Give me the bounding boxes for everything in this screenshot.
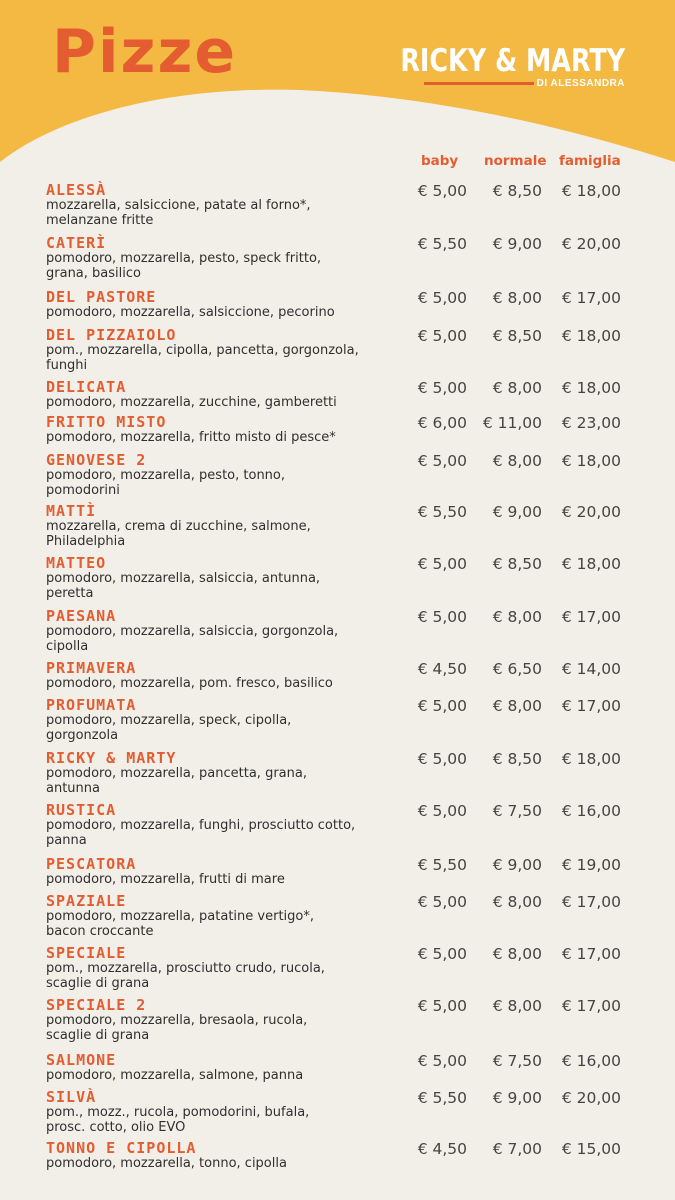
pizza-ingredients: pomodoro, mozzarella, pom. fresco, basilico xyxy=(46,676,333,691)
price-famiglia: € 19,00 xyxy=(561,856,621,874)
price-baby: € 5,00 xyxy=(417,452,467,470)
column-header-baby: baby xyxy=(421,153,459,169)
price-famiglia: € 20,00 xyxy=(561,503,621,521)
pizza-ingredients: pom., mozz., rucola, pomodorini, bufala, prosc. cotto, olio EVO xyxy=(46,1105,310,1135)
price-famiglia: € 16,00 xyxy=(561,802,621,820)
price-famiglia: € 20,00 xyxy=(561,235,621,253)
pizza-name: MATTÌ xyxy=(46,502,97,520)
price-baby: € 5,00 xyxy=(417,608,467,626)
price-normale: € 8,50 xyxy=(492,750,542,768)
price-famiglia: € 18,00 xyxy=(561,555,621,573)
price-famiglia: € 17,00 xyxy=(561,289,621,307)
price-baby: € 5,00 xyxy=(417,289,467,307)
price-normale: € 9,00 xyxy=(492,503,542,521)
price-famiglia: € 15,00 xyxy=(561,1140,621,1158)
pizza-ingredients: pomodoro, mozzarella, funghi, prosciutto cotto, panna xyxy=(46,818,356,848)
price-normale: € 9,00 xyxy=(492,1089,542,1107)
brand-name: RICKY & MARTY xyxy=(400,43,625,79)
price-baby: € 4,50 xyxy=(417,660,467,678)
price-normale: € 8,00 xyxy=(492,608,542,626)
pizza-ingredients: pomodoro, mozzarella, pesto, tonno, pomodorini xyxy=(46,468,286,498)
price-baby: € 6,00 xyxy=(417,414,467,432)
price-famiglia: € 16,00 xyxy=(561,1052,621,1070)
pizza-name: SILVÀ xyxy=(46,1088,97,1106)
price-famiglia: € 18,00 xyxy=(561,182,621,200)
price-baby: € 5,00 xyxy=(417,327,467,345)
price-normale: € 8,00 xyxy=(492,945,542,963)
price-baby: € 5,00 xyxy=(417,379,467,397)
pizza-name: DEL PASTORE xyxy=(46,288,157,306)
pizza-ingredients: pomodoro, mozzarella, frutti di mare xyxy=(46,872,285,887)
pizza-ingredients: pomodoro, mozzarella, fritto misto di pesce* xyxy=(46,430,336,445)
price-normale: € 8,00 xyxy=(492,289,542,307)
pizza-name: DEL PIZZAIOLO xyxy=(46,326,177,344)
price-normale: € 6,50 xyxy=(492,660,542,678)
pizza-name: SPECIALE xyxy=(46,944,127,962)
pizza-name: SALMONE xyxy=(46,1051,117,1069)
price-famiglia: € 14,00 xyxy=(561,660,621,678)
price-normale: € 9,00 xyxy=(492,856,542,874)
pizza-name: RUSTICA xyxy=(46,801,117,819)
pizza-ingredients: pomodoro, mozzarella, salsiccione, pecorino xyxy=(46,305,335,320)
pizza-ingredients: mozzarella, salsiccione, patate al forno*, melanzane fritte xyxy=(46,198,311,228)
price-baby: € 5,00 xyxy=(417,945,467,963)
pizza-name: SPECIALE 2 xyxy=(46,996,147,1014)
page-title: Pizze xyxy=(52,17,238,87)
price-normale: € 8,00 xyxy=(492,997,542,1015)
pizza-ingredients: pom., mozzarella, cipolla, pancetta, gorgonzola, funghi xyxy=(46,343,359,373)
price-baby: € 5,50 xyxy=(417,1089,467,1107)
price-normale: € 8,50 xyxy=(492,327,542,345)
brand-subtitle: DI ALESSANDRA xyxy=(536,78,625,89)
price-baby: € 5,00 xyxy=(417,893,467,911)
price-famiglia: € 18,00 xyxy=(561,452,621,470)
price-famiglia: € 17,00 xyxy=(561,945,621,963)
price-baby: € 4,50 xyxy=(417,1140,467,1158)
pizza-name: DELICATA xyxy=(46,378,127,396)
price-baby: € 5,00 xyxy=(417,555,467,573)
price-baby: € 5,00 xyxy=(417,997,467,1015)
pizza-name: SPAZIALE xyxy=(46,892,127,910)
price-normale: € 11,00 xyxy=(482,414,542,432)
pizza-name: PROFUMATA xyxy=(46,696,137,714)
price-famiglia: € 20,00 xyxy=(561,1089,621,1107)
price-normale: € 8,50 xyxy=(492,555,542,573)
price-baby: € 5,50 xyxy=(417,856,467,874)
price-famiglia: € 23,00 xyxy=(561,414,621,432)
price-famiglia: € 18,00 xyxy=(561,750,621,768)
price-normale: € 7,50 xyxy=(492,802,542,820)
pizza-ingredients: pomodoro, mozzarella, salsiccia, antunna, peretta xyxy=(46,571,321,601)
price-normale: € 7,50 xyxy=(492,1052,542,1070)
price-baby: € 5,00 xyxy=(417,750,467,768)
pizza-ingredients: pomodoro, mozzarella, salmone, panna xyxy=(46,1068,304,1083)
column-header-famiglia: famiglia xyxy=(559,153,621,169)
price-baby: € 5,00 xyxy=(417,697,467,715)
brand-logo xyxy=(351,43,625,89)
pizza-ingredients: pomodoro, mozzarella, pancetta, grana, antunna xyxy=(46,766,307,796)
pizza-name: PESCATORA xyxy=(46,855,137,873)
pizza-ingredients: pomodoro, mozzarella, zucchine, gamberetti xyxy=(46,395,337,410)
column-header-normale: normale xyxy=(484,153,547,169)
pizza-ingredients: pomodoro, mozzarella, speck, cipolla, gorgonzola xyxy=(46,713,292,743)
pizza-ingredients: pomodoro, mozzarella, bresaola, rucola, scaglie di grana xyxy=(46,1013,308,1043)
price-normale: € 8,00 xyxy=(492,379,542,397)
price-baby: € 5,50 xyxy=(417,503,467,521)
pizza-name: CATERÌ xyxy=(46,234,107,252)
price-famiglia: € 17,00 xyxy=(561,608,621,626)
price-baby: € 5,00 xyxy=(417,1052,467,1070)
pizza-name: MATTEO xyxy=(46,554,107,572)
price-famiglia: € 17,00 xyxy=(561,997,621,1015)
price-baby: € 5,00 xyxy=(417,182,467,200)
pizza-ingredients: mozzarella, crema di zucchine, salmone, Philadelphia xyxy=(46,519,311,549)
price-baby: € 5,50 xyxy=(417,235,467,253)
pizza-ingredients: pomodoro, mozzarella, pesto, speck fritto, grana, basilico xyxy=(46,251,322,281)
price-normale: € 8,00 xyxy=(492,452,542,470)
brand-underline xyxy=(424,82,534,85)
price-baby: € 5,00 xyxy=(417,802,467,820)
pizza-name: RICKY & MARTY xyxy=(46,749,177,767)
pizza-name: ALESSÀ xyxy=(46,181,107,199)
pizza-name: PRIMAVERA xyxy=(46,659,137,677)
price-normale: € 9,00 xyxy=(492,235,542,253)
pizza-ingredients: pom., mozzarella, prosciutto crudo, rucola, scaglie di grana xyxy=(46,961,325,991)
price-normale: € 8,50 xyxy=(492,182,542,200)
price-famiglia: € 18,00 xyxy=(561,379,621,397)
pizza-name: FRITTO MISTO xyxy=(46,413,167,431)
price-famiglia: € 17,00 xyxy=(561,697,621,715)
price-normale: € 8,00 xyxy=(492,697,542,715)
price-normale: € 8,00 xyxy=(492,893,542,911)
pizza-ingredients: pomodoro, mozzarella, salsiccia, gorgonzola, cipolla xyxy=(46,624,339,654)
pizza-name: TONNO E CIPOLLA xyxy=(46,1139,197,1157)
brand-sub-row xyxy=(351,78,625,89)
price-famiglia: € 18,00 xyxy=(561,327,621,345)
price-famiglia: € 17,00 xyxy=(561,893,621,911)
price-normale: € 7,00 xyxy=(492,1140,542,1158)
pizza-name: GENOVESE 2 xyxy=(46,451,147,469)
pizza-name: PAESANA xyxy=(46,607,117,625)
pizza-ingredients: pomodoro, mozzarella, tonno, cipolla xyxy=(46,1156,287,1171)
pizza-ingredients: pomodoro, mozzarella, patatine vertigo*, bacon croccante xyxy=(46,909,314,939)
